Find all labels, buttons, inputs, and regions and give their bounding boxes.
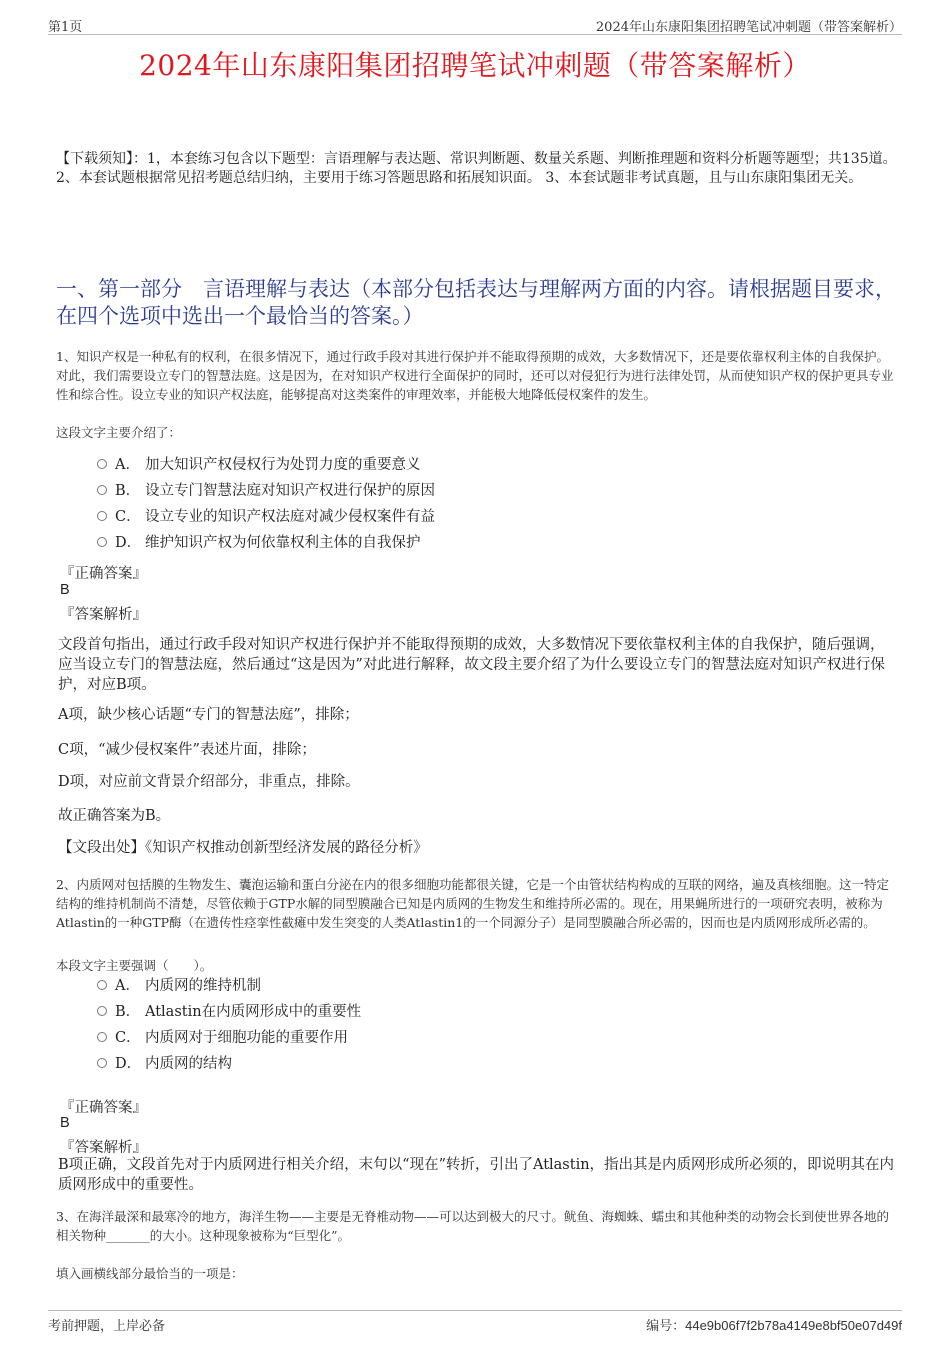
radio-icon[interactable]	[97, 1032, 107, 1042]
q1-answer: B	[60, 582, 70, 598]
q1-option-d[interactable]: D． 维护知识产权为何依靠权利主体的自我保护	[97, 533, 421, 553]
q1-option-b[interactable]: B． 设立专门智慧法庭对知识产权进行保护的原因	[97, 481, 435, 501]
q2-answer-label: 『正确答案』	[60, 1100, 147, 1116]
page-header	[48, 14, 902, 35]
page-footer	[48, 1310, 902, 1334]
footer-slogan: 考前押题，上岸必备	[48, 1319, 166, 1334]
q1-analysis: 文段首句指出，通过行政手段对知识产权进行保护并不能取得预期的成效，大多数情况下要依靠权利主体的自我保护，随后强调，应当设立专门的智慧法庭，然后通过“这是因为”对此进行解释，故文段主要介绍了为什么要设立专门的智慧法庭对知识产权进行保护，对应B项。	[58, 637, 885, 693]
footer-doc-id: 编号：44e9b06f7f2b78a4149e8bf50e07d49f	[646, 1318, 902, 1333]
q3-question: 填入画横线部分最恰当的一项是：	[56, 1266, 244, 1281]
q2-option-b[interactable]: B． Atlastin在内质网形成中的重要性	[97, 1002, 361, 1022]
q2-answer: B	[60, 1115, 70, 1131]
header-doc-title: 2024年山东康阳集团招聘笔试冲刺题（带答案解析）	[595, 20, 902, 35]
page-number: 第1页	[48, 20, 83, 35]
q2-option-a[interactable]: A． 内质网的维持机制	[97, 976, 261, 996]
q2-option-c[interactable]: C． 内质网对于细胞功能的重要作用	[97, 1028, 348, 1048]
q1-d-note: D项，对应前文背景介绍部分，非重点，排除。	[58, 774, 360, 790]
q1-conclusion: 故正确答案为B。	[58, 808, 171, 824]
radio-icon[interactable]	[97, 1006, 107, 1016]
radio-icon[interactable]	[97, 980, 107, 990]
q1-option-a[interactable]: A． 加大知识产权侵权行为处罚力度的重要意义	[97, 455, 421, 475]
document-title: 2024年山东康阳集团招聘笔试冲刺题（带答案解析）	[139, 49, 811, 82]
q2-analysis-label: 『答案解析』	[60, 1140, 147, 1156]
q2-question: 本段文字主要强调（ ）。	[56, 958, 213, 973]
q3-stem: 3、在海洋最深和最寒冷的地方，海洋生物——主要是无脊椎动物——可以达到极大的尺寸。鱿鱼、海蜘蛛、蠕虫和其他种类的动物会长到使世界各地的相关物种_______的大小。这种现象被称为“巨型化”。	[56, 1209, 889, 1243]
q1-a-note: A项，缺少核心话题“专门的智慧法庭”，排除；	[58, 707, 359, 723]
q2-option-d[interactable]: D． 内质网的结构	[97, 1054, 232, 1074]
q2-stem: 2、内质网对包括膜的生物发生、囊泡运输和蛋白分泌在内的很多细胞功能都很关键，它是一个由管状结构构成的互联的网络，遍及真核细胞。这一特定结构的维持机制尚不清楚，尽管依赖于GTP水解的同型膜融合已知是内质网的生物发生和维持所必需的。现在，用果蝇所进行的一项研究表明，被称为Atlastin的一种GTP酶（在遗传性痉挛性截瘫中发生突变的人类Atlastin1的一个同源分子）是同型膜融合所必需的，因而也是内质网形成所必需的。	[56, 877, 889, 930]
q1-analysis-label: 『答案解析』	[60, 607, 147, 623]
q1-c-note: C项，“减少侵权案件”表述片面，排除；	[58, 742, 316, 758]
radio-icon[interactable]	[97, 485, 107, 495]
download-notice: 【下载须知】：1，本套练习包含以下题型：言语理解与表达题、常识判断题、数量关系题、判断推理题和资料分析题等题型；共135道。 2、本套试题根据常见招考题总结归纳，主要用于练习答题思路和拓展知识面。 3、本套试题非考试真题，且与山东康阳集团无关。	[56, 151, 897, 186]
q1-source: 【文段出处】《知识产权推动创新型经济发展的路径分析》	[58, 840, 428, 856]
q1-question: 这段文字主要介绍了：	[56, 425, 182, 440]
q1-answer-label: 『正确答案』	[60, 566, 147, 582]
radio-icon[interactable]	[97, 459, 107, 469]
q1-stem: 1、知识产权是一种私有的权利，在很多情况下，通过行政手段对其进行保护并不能取得预期的成效，大多数情况下，还是要依靠权利主体的自我保护。对此，我们需要设立专门的智慧法庭。这是因为，在对知识产权进行全面保护的同时，还可以对侵犯行为进行法律处罚，从而使知识产权的保护更具专业性和综合性。设立专业的知识产权法庭，能够提高对这类案件的审理效率，并能极大地降低侵权案件的发生。	[56, 349, 894, 402]
radio-icon[interactable]	[97, 537, 107, 547]
q2-analysis: B项正确，文段首先对于内质网进行相关介绍，末句以“现在”转折，引出了Atlastin，指出其是内质网形成所必须的，即说明其在内质网形成中的重要性。	[58, 1157, 895, 1193]
q1-option-c[interactable]: C． 设立专业的知识产权法庭对减少侵权案件有益	[97, 507, 435, 527]
radio-icon[interactable]	[97, 511, 107, 521]
section-heading: 一、第一部分 言语理解与表达（本部分包括表达与理解两方面的内容。请根据题目要求，在四个选项中选出一个最恰当的答案。）	[56, 277, 896, 328]
radio-icon[interactable]	[97, 1058, 107, 1068]
